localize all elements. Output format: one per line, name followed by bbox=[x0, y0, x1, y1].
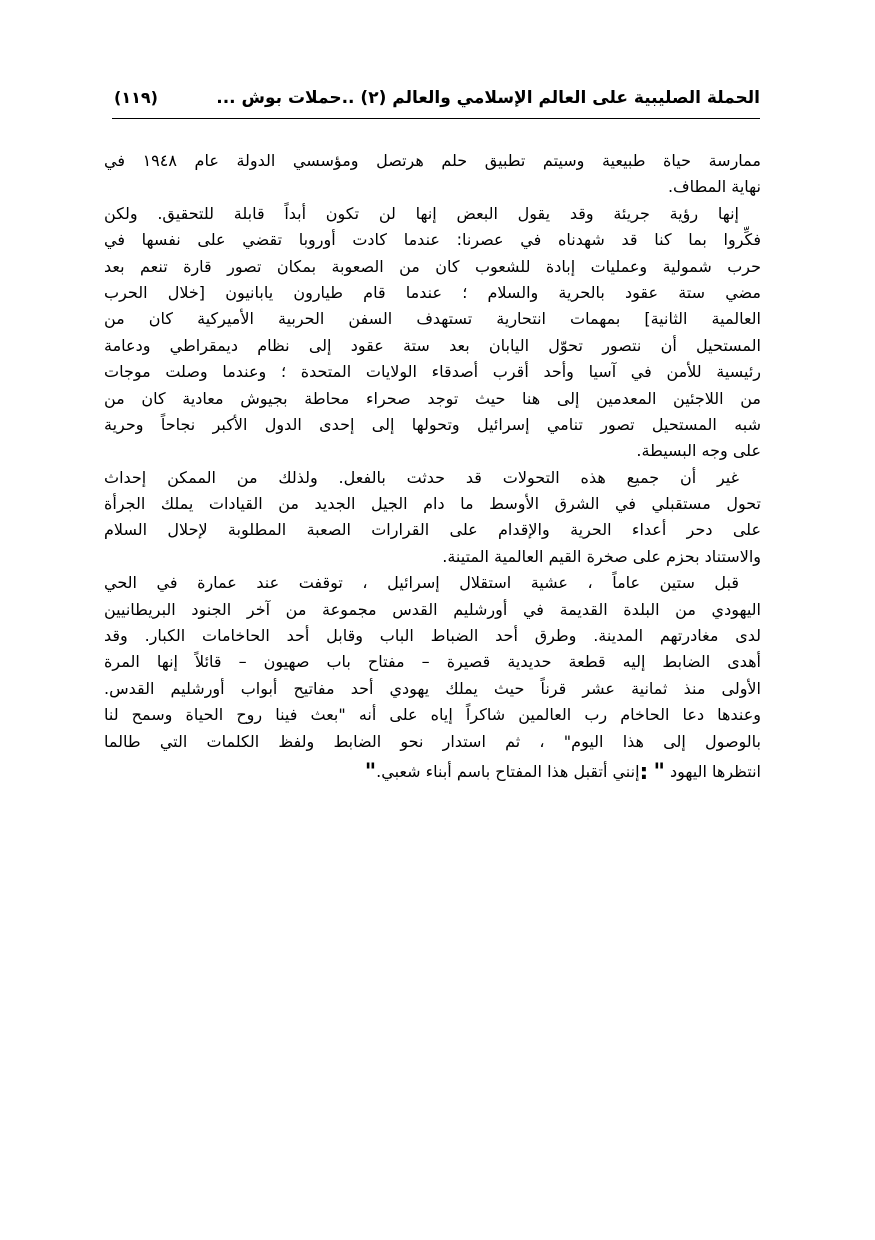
text-line: العالمية الثانية] بمهمات انتحارية تستهدف السفن الحربية الأميركية كان من bbox=[104, 309, 761, 329]
text-line: لدى مغادرتهم المدينة. وطرق أحد الضباط الباب وقابل أحد الحاخامات الكبار. وقد bbox=[104, 626, 761, 646]
text-line: رئيسية للأمن في آسيا وأحد أقرب أصدقاء الولايات المتحدة ؛ وعندما وصلت موجات bbox=[104, 362, 761, 382]
text-line: الأولى منذ ثمانية عشر قرناً حيث يملك يهودي أحد مفاتيح أبواب أورشليم القدس. bbox=[104, 678, 761, 698]
text-line: نهاية المطاف. bbox=[667, 177, 761, 197]
text-line: فكِّروا بما كنا قد شهدناه في عصرنا: عندما كادت أوروبا تقضي على نفسها في bbox=[104, 230, 761, 250]
quote-colon: : bbox=[639, 759, 649, 785]
text-line: اليهودي من البلدة القديمة في أورشليم القدس مجموعة من آخر الجنود البريطانيين bbox=[104, 599, 761, 619]
text-line: تحول مستقبلي في الشرق الأوسط ما دام الجيل الجديد من القيادات يملك الجرأة bbox=[104, 494, 761, 514]
page-header bbox=[112, 86, 760, 119]
quote-line bbox=[104, 755, 761, 791]
text-line: من اللاجئين المعدمين إلى هنا حيث توجد صحراء محاطة بجيوش معادية كان من bbox=[104, 388, 761, 408]
text-line: على وجه البسيطة. bbox=[636, 441, 761, 461]
paragraph bbox=[104, 465, 761, 571]
text-line: قبل ستين عاماً ، عشية استقلال إسرائيل ، توقفت عند عمارة في الحي bbox=[104, 573, 739, 593]
text-line: المستحيل أن نتصور تحوّل اليابان بعد ستة عقود إلى نظام ديمقراطي ودعامة bbox=[104, 335, 761, 355]
quote-close-mark: " bbox=[364, 759, 377, 785]
text-line: وعندها دعا الحاخام رب العالمين شاكراً إياه على أنه "بعث فينا روح الحياة وسمح لنا bbox=[104, 705, 761, 725]
paragraph bbox=[104, 570, 761, 791]
quote-lead: انتظرها اليهود bbox=[670, 761, 761, 781]
text-line: إنها رؤية جريئة وقد يقول البعض إنها لن تكون أبداً قابلة للتحقيق. ولكن bbox=[104, 203, 739, 223]
page-number: (١١٩) bbox=[114, 88, 158, 107]
text-line: على دحر أعداء الحرية والإقدام على القرارات الصعبة المطلوبة لإحلال السلام bbox=[104, 520, 761, 540]
paragraph bbox=[104, 201, 761, 465]
running-title: الحملة الصليبية على العالم الإسلامي والعالم (٢) ..حملات بوش ... bbox=[216, 88, 760, 108]
body-text bbox=[104, 148, 761, 791]
text-line: شبه المستحيل تصور تنامي إسرائيل وتحولها إلى إحدى الدول الأكبر نجاحاً وحرية bbox=[104, 414, 761, 434]
paragraph bbox=[104, 148, 761, 201]
text-line: والاستناد بحزم على صخرة القيم العالمية المتينة. bbox=[442, 546, 761, 566]
text-line: بالوصول إلى هذا اليوم" ، ثم استدار نحو الضابط ولفظ الكلمات التي طالما bbox=[104, 731, 761, 751]
text-line: حرب شمولية وعمليات إبادة للشعوب كان من الصعوبة بمكان تصور قارة تنعم بعد bbox=[104, 256, 761, 276]
text-line: مضي ستة عقود بالحرية والسلام ؛ عندما قام طيارون يابانيون [خلال الحرب bbox=[104, 282, 761, 302]
text-line: أهدى الضابط إليه قطعة حديدية قصيرة – مفتاح باب صهيون – قائلاً إنها المرة bbox=[104, 652, 761, 672]
quote-open-mark: " bbox=[653, 759, 665, 785]
text-line: ممارسة حياة طبيعية وسيتم تطبيق حلم هرتصل ومؤسسي الدولة عام ١٩٤٨ في bbox=[104, 151, 762, 170]
quote-text: إنني أتقبل هذا المفتاح باسم أبناء شعبي. bbox=[376, 761, 640, 781]
text-line: غير أن جميع هذه التحولات قد حدثت بالفعل. ولذلك من الممكن إحداث bbox=[104, 467, 739, 487]
